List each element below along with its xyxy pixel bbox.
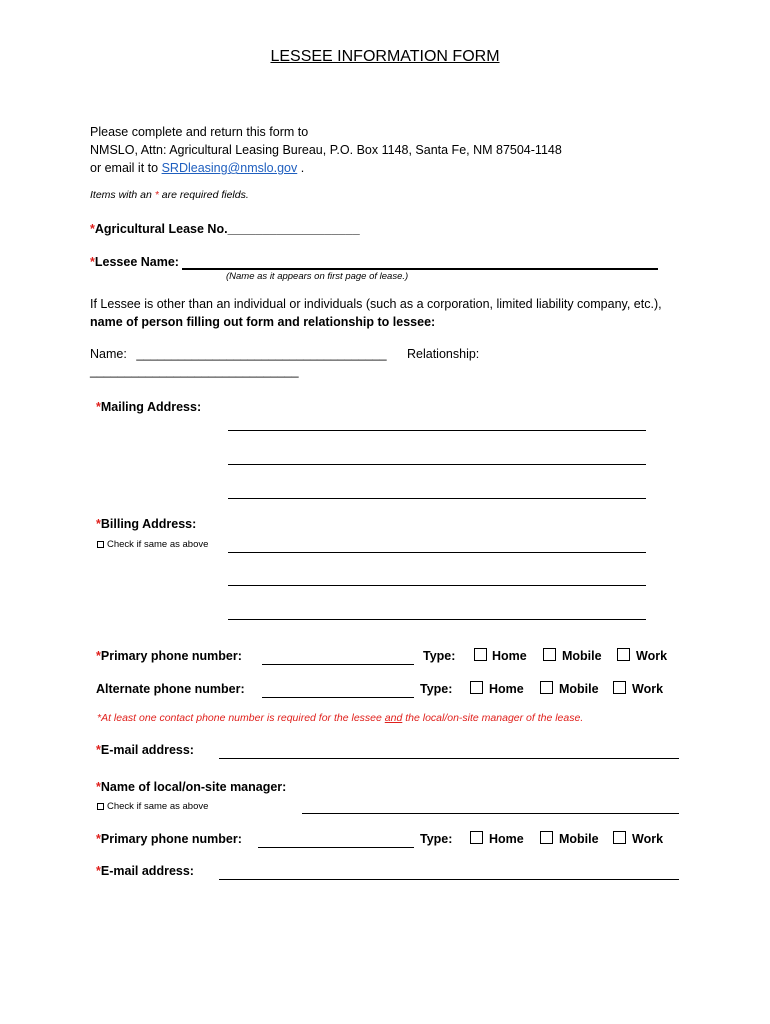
billing-same-checkbox[interactable]: [97, 541, 104, 548]
required-star: *: [96, 517, 101, 531]
alternate-phone-mobile-checkbox[interactable]: [540, 681, 553, 694]
manager-phone-label: [96, 832, 242, 846]
email-label: [96, 743, 194, 757]
required-star: *: [96, 743, 101, 757]
manager-name-label-text: Name of local/on-site manager:: [100, 780, 287, 794]
manager-email-label-text: E-mail address:: [100, 864, 194, 878]
manager-phone-mobile-checkbox[interactable]: [540, 831, 553, 844]
form-title: LESSEE INFORMATION FORM: [270, 48, 500, 65]
manager-name-label: [96, 780, 286, 794]
manager-email-input-line[interactable]: [219, 879, 679, 880]
required-star: *: [96, 832, 101, 846]
intro-line-2: NMSLO, Attn: Agricultural Leasing Bureau, P.O. Box 1148, Santa Fe, NM 87504-1148: [90, 143, 562, 157]
required-star: *: [96, 649, 101, 663]
manager-phone-input-line[interactable]: [258, 847, 414, 848]
mailing-address-label: [96, 400, 201, 414]
email-label-text: E-mail address:: [100, 743, 194, 757]
required-star: *: [90, 222, 95, 236]
required-star: *: [96, 864, 101, 878]
required-star: *: [96, 780, 101, 794]
billing-address-label: [96, 517, 196, 531]
required-note: [90, 189, 249, 201]
name-blank[interactable]: ____________________________________: [136, 347, 387, 361]
primary-phone-label: [96, 649, 242, 663]
intro-line-3-suffix: .: [300, 161, 305, 175]
primary-phone-work-checkbox[interactable]: [617, 648, 630, 661]
primary-phone-mobile-label: Mobile: [562, 649, 602, 663]
required-star: *: [90, 255, 95, 269]
relationship-blank[interactable]: ______________________________: [90, 364, 299, 378]
primary-phone-label-text: Primary phone number:: [100, 649, 242, 663]
manager-phone-work-checkbox[interactable]: [613, 831, 626, 844]
mailing-address-line-3[interactable]: [228, 498, 646, 499]
alternate-phone-home-checkbox[interactable]: [470, 681, 483, 694]
manager-same-checkbox[interactable]: [97, 803, 104, 810]
required-star: *: [154, 189, 159, 201]
primary-phone-input-line[interactable]: [262, 664, 414, 665]
relationship-label: Relationship:: [407, 347, 480, 361]
other-lessee-text: If Lessee is other than an individual or individuals (such as a corporation, limited liability company, etc.),: [90, 297, 662, 311]
mailing-address-line-1[interactable]: [228, 430, 646, 431]
manager-name-input-line[interactable]: [302, 813, 679, 814]
mailing-address-line-2[interactable]: [228, 464, 646, 465]
manager-same-checkbox-row[interactable]: [97, 801, 208, 812]
alternate-phone-work-checkbox[interactable]: [613, 681, 626, 694]
alternate-phone-input-line[interactable]: [262, 697, 414, 698]
manager-phone-work-label: Work: [632, 832, 664, 846]
manager-same-label: Check if same as above: [107, 801, 209, 812]
billing-address-line-1[interactable]: [228, 552, 646, 553]
alternate-phone-work-label: Work: [632, 682, 664, 696]
manager-phone-home-checkbox[interactable]: [470, 831, 483, 844]
alternate-phone-type-label: Type:: [420, 682, 453, 696]
billing-same-checkbox-row[interactable]: [97, 539, 208, 550]
phone-requirement-note: [97, 712, 583, 724]
phone-note-prefix: *At least one contact phone number is required for the lessee: [97, 712, 382, 724]
lessee-name-hint: (Name as it appears on first page of lease.): [226, 271, 409, 282]
manager-email-label: [96, 864, 194, 878]
billing-same-label: Check if same as above: [107, 539, 209, 550]
mailing-address-label-text: Mailing Address:: [100, 400, 202, 414]
billing-address-line-3[interactable]: [228, 619, 646, 620]
lease-no-field[interactable]: [90, 222, 360, 236]
name-field[interactable]: [90, 347, 387, 361]
primary-phone-mobile-checkbox[interactable]: [543, 648, 556, 661]
alternate-phone-mobile-label: Mobile: [559, 682, 599, 696]
billing-address-label-text: Billing Address:: [100, 517, 197, 531]
intro-line-3: [90, 161, 304, 175]
name-label: Name:: [90, 347, 127, 361]
lessee-name-label: [90, 255, 179, 269]
manager-phone-type-label: Type:: [420, 832, 453, 846]
lessee-name-label-text: Lessee Name:: [94, 255, 179, 269]
phone-note-underlined: and: [384, 712, 403, 724]
primary-phone-type-label: Type:: [423, 649, 456, 663]
manager-phone-home-label: Home: [489, 832, 524, 846]
alternate-phone-label: Alternate phone number:: [96, 682, 245, 696]
required-note-prefix: Items with an: [90, 189, 152, 201]
email-input-line[interactable]: [219, 758, 679, 759]
required-star: *: [96, 400, 101, 414]
lease-no-blank[interactable]: ___________________: [227, 222, 360, 236]
lessee-name-input-line[interactable]: [182, 268, 658, 270]
primary-phone-home-checkbox[interactable]: [474, 648, 487, 661]
intro-line-3-prefix: or email it to: [90, 161, 159, 175]
manager-phone-mobile-label: Mobile: [559, 832, 599, 846]
email-link[interactable]: SRDleasing@nmslo.gov: [161, 161, 298, 175]
primary-phone-home-label: Home: [492, 649, 527, 663]
lease-no-label: Agricultural Lease No.: [94, 222, 228, 236]
phone-note-suffix: the local/on-site manager of the lease.: [405, 712, 584, 724]
billing-address-line-2[interactable]: [228, 585, 646, 586]
primary-phone-work-label: Work: [636, 649, 668, 663]
other-lessee-bold: name of person filling out form and relationship to lessee:: [90, 315, 436, 329]
intro-line-1: Please complete and return this form to: [90, 125, 309, 139]
manager-phone-label-text: Primary phone number:: [100, 832, 242, 846]
required-note-suffix: are required fields.: [161, 189, 249, 201]
alternate-phone-home-label: Home: [489, 682, 524, 696]
